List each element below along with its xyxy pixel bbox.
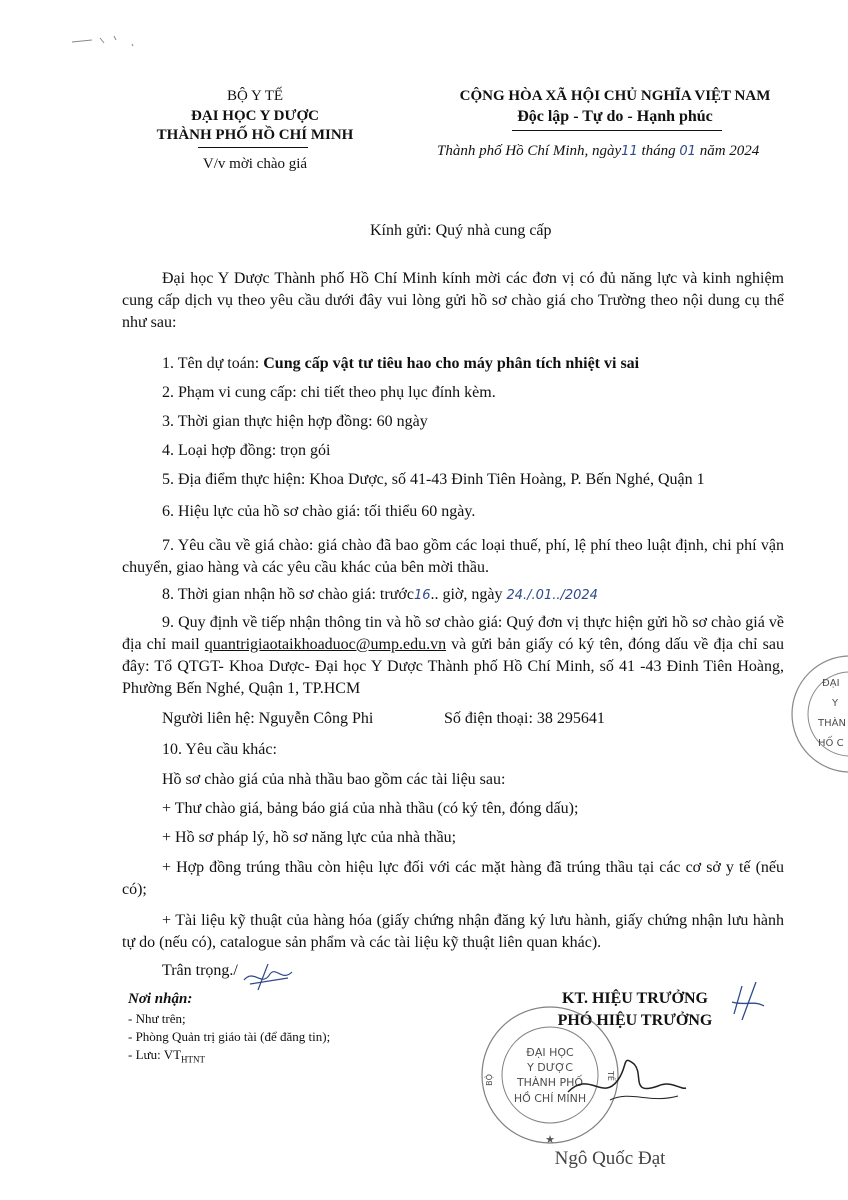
recipient-1: - Như trên; (128, 1011, 186, 1026)
stamp-line-4: HỒ CHÍ MINH (513, 1092, 587, 1105)
scan-marks (70, 30, 140, 50)
item-9-text-a: 9. Quy định về tiếp nhận thông tin và hồ sơ chào giá: Quý đơn vị thực hiện gửi hồ sơ chào giá về địa chỉ mail (122, 614, 784, 653)
svg-text:★: ★ (545, 1134, 555, 1146)
edge-stamp-icon (778, 650, 848, 780)
salutation: Kính gửi: Quý nhà cung cấp (370, 222, 552, 239)
date-month-handwritten: 01 (679, 144, 696, 159)
ministry-name: BỘ Y TẾ (226, 88, 284, 104)
recipients-title: Nơi nhận: (128, 991, 193, 1007)
item-4: 4. Loại hợp đồng: trọn gói (162, 442, 331, 459)
signer-name: Ngô Quốc Đạt (554, 1148, 666, 1169)
recipient-2: - Phòng Quản trị giáo tài (để đăng tin); (128, 1029, 331, 1044)
item-10-bullet-2: + Hồ sơ pháp lý, hồ sơ năng lực của nhà thầu; (162, 829, 457, 846)
item-10-bullet-4: + Tài liệu kỹ thuật của hàng hóa (giấy chứng nhận đăng ký lưu hành, giấy chứng nhận lưu hành tự do (nếu có), catalogue sản phẩm và các tài liệu kỹ thuật liên quan khác). (122, 912, 784, 951)
stamp-side-left: BỘ (485, 1074, 494, 1086)
intro-paragraph: Đại học Y Dược Thành phố Hồ Chí Minh kính mời các đơn vị có đủ năng lực và kinh nghiệm cung cấp dịch vụ theo yêu cầu dưới đây vui lòng gửi hồ sơ chào giá cho Trường theo nội dung cụ thể như sau: (122, 270, 784, 331)
item-1-label: 1. Tên dự toán: (162, 355, 260, 372)
item-8-date-handwritten: 24./.01../2024 (506, 588, 598, 603)
item-2: 2. Phạm vi cung cấp: chi tiết theo phụ lục đính kèm. (162, 384, 496, 401)
item-1-value: Cung cấp vật tư tiêu hao cho máy phân tích nhiệt vi sai (263, 355, 640, 372)
item-8-hour-handwritten: 16 (413, 588, 431, 603)
recipient-3-sub: HTNT (181, 1054, 206, 1065)
initial-signature-icon (240, 960, 300, 994)
date-prefix: Thành phố Hồ Chí Minh, ngày (437, 143, 622, 159)
national-motto: Độc lập - Tự do - Hạnh phúc (517, 108, 713, 125)
contact-person: Người liên hệ: Nguyễn Công Phi (162, 710, 374, 727)
country-name: CỘNG HÒA XÃ HỘI CHỦ NGHĨA VIỆT NAM (459, 88, 771, 104)
date-month-label: tháng (641, 143, 676, 159)
item-6: 6. Hiệu lực của hồ sơ chào giá: tối thiểu 60 ngày. (162, 503, 476, 520)
item-8-mid: .. giờ, ngày (430, 586, 503, 603)
item-9 (122, 612, 784, 700)
item-8-prefix: 8. Thời gian nhận hồ sơ chào giá: trước (162, 586, 414, 603)
item-10-intro: Hồ sơ chào giá của nhà thầu bao gồm các tài liệu sau: (162, 771, 506, 788)
item-10: 10. Yêu cầu khác: (162, 741, 277, 758)
handwritten-signature-icon (560, 1040, 690, 1110)
date-year: năm 2024 (699, 143, 760, 159)
svg-text:THÀN: THÀN (818, 718, 846, 729)
stamp-line-3: THÀNH PHỐ (516, 1076, 584, 1089)
item-5: 5. Địa điểm thực hiện: Khoa Dược, số 41-43 Đinh Tiên Hoàng, P. Bến Nghé, Quận 1 (162, 471, 705, 488)
stamp-side-right: TẾ (606, 1071, 615, 1081)
recipient-3 (128, 1047, 205, 1065)
item-9-text-b: và gửi bản giấy có ký tên, đóng dấu về địa chỉ sau đây: Tổ QTGT- Khoa Dược- Đại học Y Dược Thành phố Hồ Chí Minh, số 41 -43 Đinh Tiên Hoàng, Phường Bến Nghé, Quận 1, TP.HCM (122, 636, 785, 697)
motto-underline (512, 130, 722, 131)
contact-phone: Số điện thoại: 38 295641 (444, 710, 605, 727)
item-7: 7. Yêu cầu về giá chào: giá chào đã bao gồm các loại thuế, phí, lệ phí theo luật định, chi phí vận chuyển, giao hàng và các yêu cầu khác của bên mời thầu. (122, 537, 784, 576)
header-left-underline (198, 147, 308, 148)
svg-text:HỐ C: HỐ C (818, 738, 844, 749)
item-8 (162, 586, 598, 604)
stamp-line-2: Y DƯỢC (527, 1061, 573, 1074)
item-10-bullet-3: + Hợp đồng trúng thầu còn hiệu lực đối với các mặt hàng đã trúng thầu tại các cơ sở y tế (nếu có); (122, 859, 784, 898)
stamp-line-1: ĐẠI HỌC (526, 1046, 574, 1059)
signature-title-1: KT. HIỆU TRƯỞNG (562, 990, 708, 1007)
date-day-handwritten: 11 (621, 144, 638, 159)
signature-title-2: PHÓ HIỆU TRƯỞNG (557, 1012, 713, 1029)
item-3: 3. Thời gian thực hiện hợp đồng: 60 ngày (162, 413, 428, 430)
svg-text:Y: Y (832, 698, 839, 709)
closing: Trân trọng./ (162, 962, 238, 979)
svg-text:ĐẠI: ĐẠI (822, 678, 840, 689)
recipient-3-prefix: - Lưu: VT (128, 1047, 182, 1062)
university-name-line1: ĐẠI HỌC Y DƯỢC (191, 108, 319, 124)
item-10-bullet-1: + Thư chào giá, bảng báo giá của nhà thầu (có ký tên, đóng dấu); (162, 800, 579, 817)
approval-mark-icon (728, 980, 768, 1030)
item-9-email-link[interactable]: quantrigiaotaikhoaduoc@ump.edu.vn (204, 636, 447, 653)
item-1 (162, 355, 639, 373)
document-date (437, 143, 759, 160)
university-name-line2: THÀNH PHỐ HỒ CHÍ MINH (156, 127, 354, 143)
subject-line: V/v mời chào giá (202, 156, 308, 172)
